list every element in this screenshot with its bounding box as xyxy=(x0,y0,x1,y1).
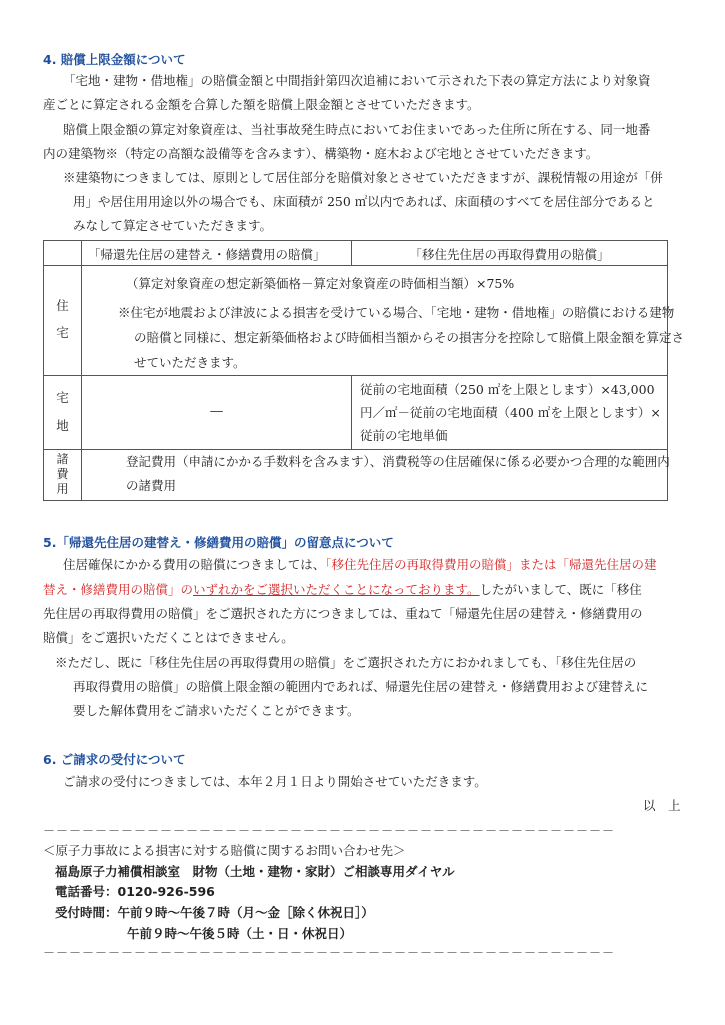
section-4-note-1: ※建築物につきましては、原則として居住部分を賠償対象とさせていただきますが、課税情報の用途が「併 xyxy=(63,170,663,185)
label-taku2: 宅 xyxy=(56,390,69,405)
label-taku: 宅 xyxy=(56,325,69,340)
shohiyo-line-2: の諸費用 xyxy=(126,478,177,493)
takuchi-rebuild-dash: ― xyxy=(210,403,223,418)
row-label-takuchi xyxy=(44,376,82,450)
table-corner-cell xyxy=(44,241,82,266)
section-5-note-2: 再取得費用の賠償」の賠償上限金額の範囲内であれば、帰還先住居の建替え・修繕費用および建替えに xyxy=(73,679,649,694)
header-reacquire-label: 「移住先住居の再取得費用の賠償」 xyxy=(409,247,610,262)
label-sho: 諸 xyxy=(56,452,69,466)
section-5-red-underlined: いずれかをご選択いただくことになっております。 xyxy=(193,582,480,597)
section-5-line-2 xyxy=(43,582,642,597)
row-jutaku-content xyxy=(82,266,685,376)
section-5-text-2: したがいまして、既に「移住 xyxy=(479,582,642,597)
jutaku-note-3: せていただきます。 xyxy=(134,355,246,370)
row-takuchi-rebuild xyxy=(82,376,352,450)
section-5-text: 住居確保にかかる費用の賠償につきましては、 xyxy=(63,557,326,572)
row-shohiyo-content xyxy=(82,450,668,501)
jutaku-note-2: の賠償と同様に、想定新築価格および時価相当額からその損害分を控除して賠償上限金額を算定さ xyxy=(134,330,685,345)
section-4-line-3: 賠償上限金額の算定対象資産は、当社事故発生時点においてお住まいであった住所に所在する、同一地番 xyxy=(63,122,651,137)
takuchi-line-2: 円／㎡－従前の宅地面積（400 ㎡を上限とします）× xyxy=(360,405,661,420)
table-header-rebuild xyxy=(82,241,352,266)
divider-bottom: －－－－－－－－－－－－－－－－－－－－－－－－－－－－－－－－－－－－－－－－－－－－ xyxy=(43,946,616,960)
table-header-reacquire xyxy=(352,241,668,266)
section-6-heading: 6. ご請求の受付について xyxy=(43,752,186,767)
takuchi-line-1: 従前の宅地面積（250 ㎡を上限とします）×43,000 xyxy=(360,382,655,397)
section-5-line-4: 賠償」をご選択いただくことはできません。 xyxy=(43,630,294,645)
row-label-jutaku xyxy=(44,266,82,376)
contact-phone: 電話番号：0120-926-596 xyxy=(55,884,215,899)
label-hi: 費 xyxy=(56,467,69,481)
label-ju: 住 xyxy=(56,298,69,313)
takuchi-line-3: 従前の宅地単価 xyxy=(360,428,448,443)
jutaku-note-1: ※住宅が地震および津波による損害を受けている場合、「宅地・建物・借地権」の賠償における建物 xyxy=(118,305,675,320)
section-4-line-4: 内の建築物※（特定の高額な設備等を含みます）、構築物・庭木および宅地とさせていただきます。 xyxy=(43,146,599,161)
section-5-note-1: ※ただし、既に「移住先住居の再取得費用の賠償」をご選択された方におかれましても、「移住先住居の xyxy=(55,655,637,670)
section-5-red-text-2: 替え・修繕費用の賠償」の xyxy=(43,582,194,597)
section-5-heading-quote: 「帰還先住居の建替え・修繕費用の賠償」 xyxy=(56,535,294,550)
section-4-note-2: 用」や居住用用途以外の場合でも、床面積が 250 ㎡以内であれば、床面積のすべてを居住部分であると xyxy=(73,194,655,209)
section-5-red-text: 「移住先住居の再取得費用の賠償」または「帰還先住居の建 xyxy=(325,557,657,572)
section-5-number: 5. xyxy=(43,535,57,550)
section-4-heading: 4. 賠償上限金額について xyxy=(43,52,186,67)
section-4-line-1: 「宅地・建物・借地権」の賠償金額と中間指針第四次追補において示された下表の算定方法により対象資 xyxy=(63,73,651,88)
contact-hours-weekday: 受付時間：午前９時～午後７時（月～金［除く休祝日］） xyxy=(55,905,374,920)
shohiyo-line-1: 登記費用（申請にかかる手数料を含みます）、消費税等の住居確保に係る必要かつ合理的な範囲内 xyxy=(126,454,670,469)
section-6-line: ご請求の受付につきましては、本年２月１日より開始させていただきます。 xyxy=(63,774,487,789)
row-takuchi-reacquire xyxy=(352,376,668,450)
label-chi: 地 xyxy=(56,418,69,433)
contact-hours-weekend: 午前９時～午後５時（土・日・休祝日） xyxy=(127,926,353,941)
contact-office: 福島原子力補償相談室 財物（土地・建物・家財）ご相談専用ダイヤル xyxy=(55,864,455,879)
section-5-note-3: 要した解体費用をご請求いただくことができます。 xyxy=(73,703,360,718)
row-label-shohiyo xyxy=(44,450,82,501)
section-5-line-1 xyxy=(63,557,657,572)
compensation-table xyxy=(43,240,685,501)
divider-top: －－－－－－－－－－－－－－－－－－－－－－－－－－－－－－－－－－－－－－－－－－－－ xyxy=(43,824,616,838)
closing-text: 以 上 xyxy=(643,798,681,813)
section-5-heading xyxy=(43,533,394,551)
header-rebuild-label: 「帰還先住居の建替え・修繕費用の賠償」 xyxy=(88,247,326,262)
label-you: 用 xyxy=(56,482,69,496)
section-4-line-2: 産ごとに算定される金額を合算した額を賠償上限金額とさせていただきます。 xyxy=(43,97,480,112)
section-5-line-3: 先住居の再取得費用の賠償」をご選択された方につきましては、重ねて「帰還先住居の建替え・修繕費用の xyxy=(43,606,643,621)
contact-title: ＜原子力事故による損害に対する賠償に関するお問い合わせ先＞ xyxy=(43,843,406,858)
section-5-heading-suffix: の留意点について xyxy=(293,535,394,550)
section-4-note-3: みなして算定させていただきます。 xyxy=(73,218,273,233)
jutaku-formula: （算定対象資産の想定新築価格－算定対象資産の時価相当額）×75% xyxy=(126,276,515,291)
